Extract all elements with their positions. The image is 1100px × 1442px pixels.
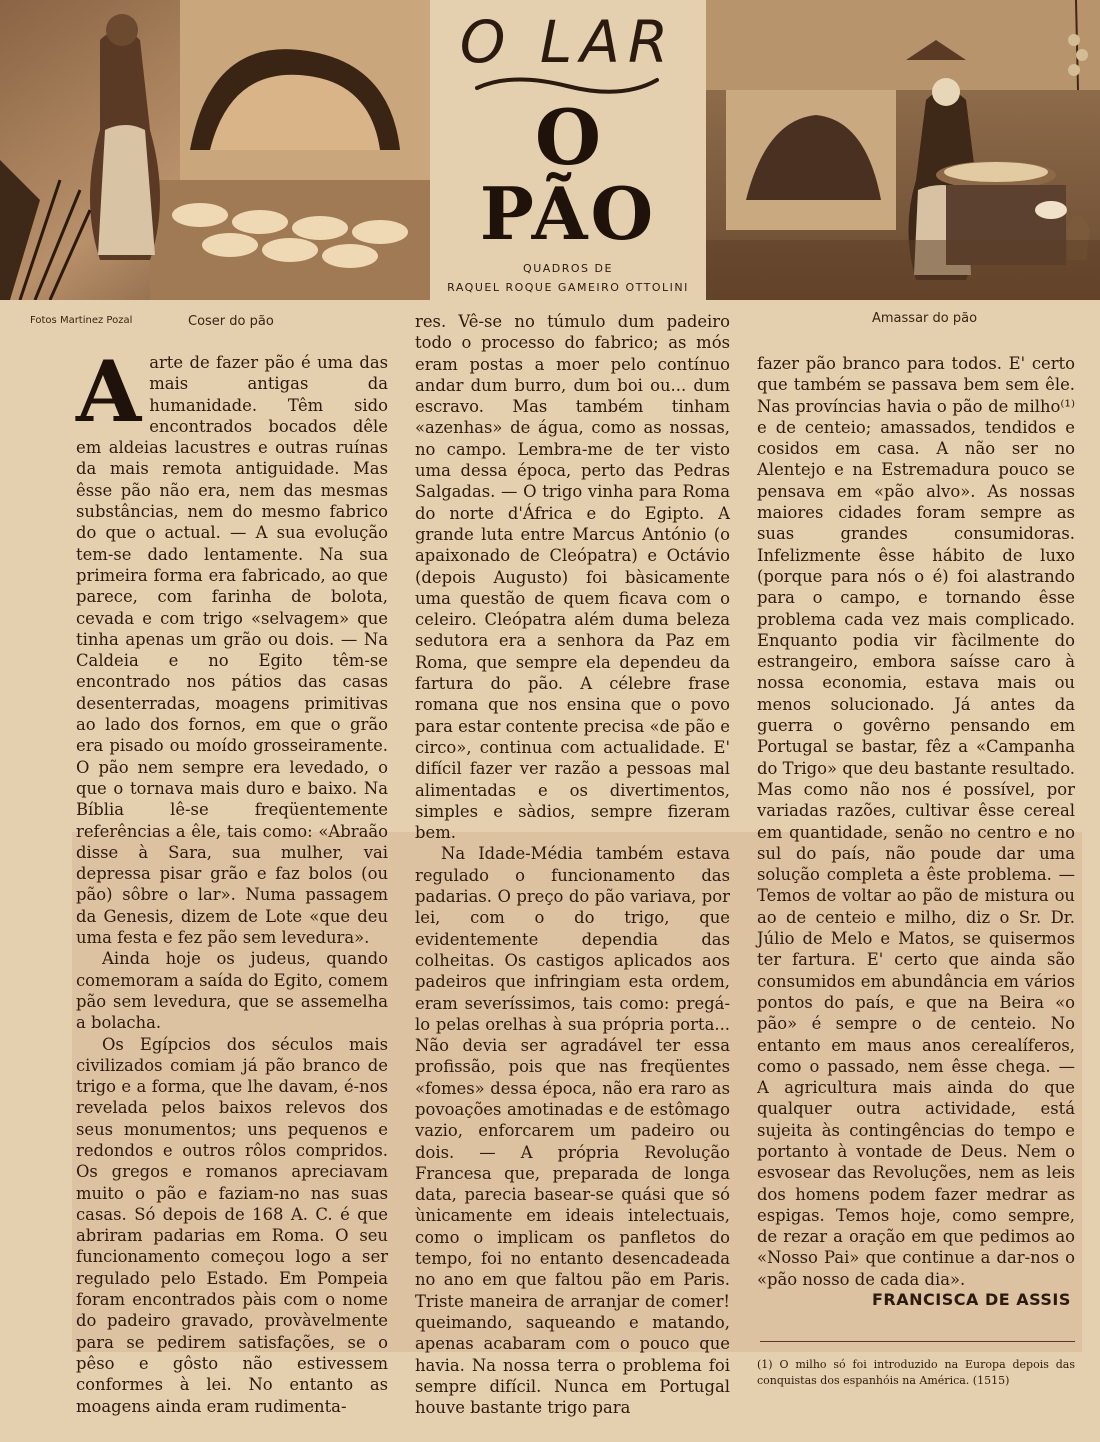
photo-credit: Fotos Martinez Pozal [30, 315, 133, 326]
illustration-kneading-bread [706, 0, 1100, 300]
author-signature: FRANCISCA DE ASSIS [872, 1290, 1071, 1309]
article-title-block [432, 0, 704, 300]
article-paragraph: res. Vê-se no túmulo dum padeiro todo o processo do fabrico; as mós eram postas a moer pelo contínuo andar dum burro, dum boi ou... dum escravo. Mas também tinham «azenhas» de água, como as nossas, no campo. Lembra-me de ter visto uma dessa época, perto das Pedras Salgadas. — O trigo vinha para Roma do norte d'África e do Egipto. A grande luta entre Marcus António (o apaixonado de Cleópatra) e Octávio (depois Augusto) foi bàsicamente uma questão de quem ficava com o celeiro. Cleópatra além duma beleza sedutora era a senhora da Paz em Roma, que sempre ela dependeu da fartura do pão. A célebre frase romana que nos ensina que o povo para estar contente precisa «de pão e circo», continua com actualidade. E' difícil fazer ver razão a pessoas mal alimentadas e os divertimentos, simples e sàdios, sempre fizeram bem. [415, 312, 730, 843]
article-column-1 [76, 342, 388, 1417]
footnote: (1) O milho só foi introduzido na Europa depois das conquistas dos espanhóis na América. (1515) [757, 1358, 1075, 1387]
drop-cap: A [76, 342, 142, 441]
caption-left: Coser do pão [188, 314, 274, 329]
title-article-o: O [534, 93, 602, 182]
section-kicker: O LAR [459, 8, 677, 76]
illustration-baking-bread [0, 0, 430, 300]
illustration-credit-label: QUADROS DE [523, 262, 613, 275]
article-paragraph: Na Idade-Média também estava regulado o funcionamento das padarias. O preço do pão variava, por lei, com o do trigo, que evidentemente dependia das colheitas. Os castigos aplicados aos padeiros que infringiam esta ordem, eram severíssimos, tais como: pregá-lo pelas orelhas à sua própria porta... Não devia ser agradável ter essa profissão, pois que nas freqüentes «fomes» dessa época, não era raro as povoações amotinadas e de estômago vazio, enforcarem um padeiro ou dois. — A própria Revolução Francesa que, preparada de longa data, parecia basear-se quási que só ùnicamente em ideais intelectuais, como o implicam os panfletos do tempo, foi no entanto desencadeada no ano em que faltou pão em Paris. Triste maneira de arranjar de comer! queimando, saqueando e matando, apenas acabaram com o pouco que havia. Na nossa terra o problema foi sempre difícil. Nunca em Portugal houve bastante trigo para [415, 844, 730, 1418]
footnote-divider [760, 1341, 1075, 1342]
article-column-3 [757, 353, 1075, 1290]
caption-right: Amassar do pão [872, 311, 978, 326]
article-paragraph: Os Egípcios dos séculos mais civilizados comiam já pão branco de trigo e a forma, que lhe davam, é-nos revelada pelos baixos relevos dos seus monumentos; uns pequenos e redondos e outros rôlos compridos. Os gregos e romanos apreciavam muito o pão e faziam-no nas suas casas. Só depois de 168 A. C. é que abriram padarias em Roma. O seu funcionamento começou logo a ser regulado pelo Estado. Em Pompeia foram encontrados pàis com o nome do padeiro gravado, provàvelmente para se pedirem satisfações, se o pêso e gôsto não estivessem conformes à lei. No entanto as moagens ainda eram rudimenta- [76, 1034, 388, 1416]
article-paragraph: Ainda hoje os judeus, quando comemoram a saída do Egito, comem pão sem levedura, que se assemelha a bolacha. [76, 949, 388, 1033]
title-pao: PÃO [479, 171, 657, 256]
article-paragraph: Aarte de fazer pão é uma das mais antigas da humanidade. Têm sido encontrados bocados dêle em aldeias lacustres e outras ruínas da mais remota antiguidade. Mas êsse pão não era, nem das mesmas substâncias, nem do mesmo fabrico do que o actual. — A sua evolução tem-se dado lentamente. Na sua primeira forma era fabricado, ao que parece, com farinha de bolota, cevada e com trigo «selvagem» que tinha apenas um grão ou dois. — Na Caldeia e no Egito têm-se encontrado nos pátios das casas desenterradas, moagens primitivas ao lado dos fornos, em que o grão era pisado ou moído grosseiramente. O pão nem sempre era levedado, o que o tornava mais duro e baixo. Na Bíblia lê-se freqüentemente referências a êle, tais como: «Abraão disse à Sara, sua mulher, vai depressa pisar grão e faz bolos (ou pão) sôbre o lar». Numa passagem da Genesis, dizem de Lote «que deu uma festa e fez pão sem levedura». [76, 342, 388, 948]
article-paragraph: fazer pão branco para todos. E' certo que também se passava bem sem êle. Nas províncias havia o pão de milho⁽¹⁾ e de centeio; amassados, tendidos e cosidos em casa. A não ser no Alentejo e na Estremadura pouco se pensava em «pão alvo». As nossas maiores cidades foram sempre as suas grandes consumidoras. Infelizmente êsse hábito de luxo (porque para nós o é) foi alastrando para o campo, e tornando êsse problema cada vez mais complicado. Enquanto podia vir fàcilmente do estrangeiro, embora saísse caro à nossa economia, estava mais ou menos solucionado. Já antes da guerra o govêrno pensando em Portugal se bastar, fêz a «Campanha do Trigo» que deu bastante resultado. Mas como não nos é possível, por variadas razões, cultivar êsse cereal em quantidade, senão no centro e no sul do país, não poude dar uma solução completa a êste problema. — Temos de voltar ao pão de mistura ou ao de centeio e milho, diz o Sr. Dr. Júlio de Melo e Matos, se quisermos ter fartura. E' certo que ainda são consumidos em abundância em vários pontos do país, e que na Beira «o pão» é sempre o de centeio. No entanto em maus anos cerealíferos, como o passado, nem êsse chega. — A agricultura mais ainda do que qualquer outra actividade, está sujeita às contingências do tempo e portanto à vontade de Deus. Nem o esvosear das Revoluções, nem as leis dos homens podem fazer medrar as espigas. Temos hoje, como sempre, de rezar a oração em que pedimos ao «Nosso Pai» que continue a dar-nos o «pão nosso de cada dia». [757, 354, 1075, 1289]
illustration-credit-name: RAQUEL ROQUE GAMEIRO OTTOLINI [447, 281, 689, 294]
article-column-2 [415, 311, 730, 1418]
